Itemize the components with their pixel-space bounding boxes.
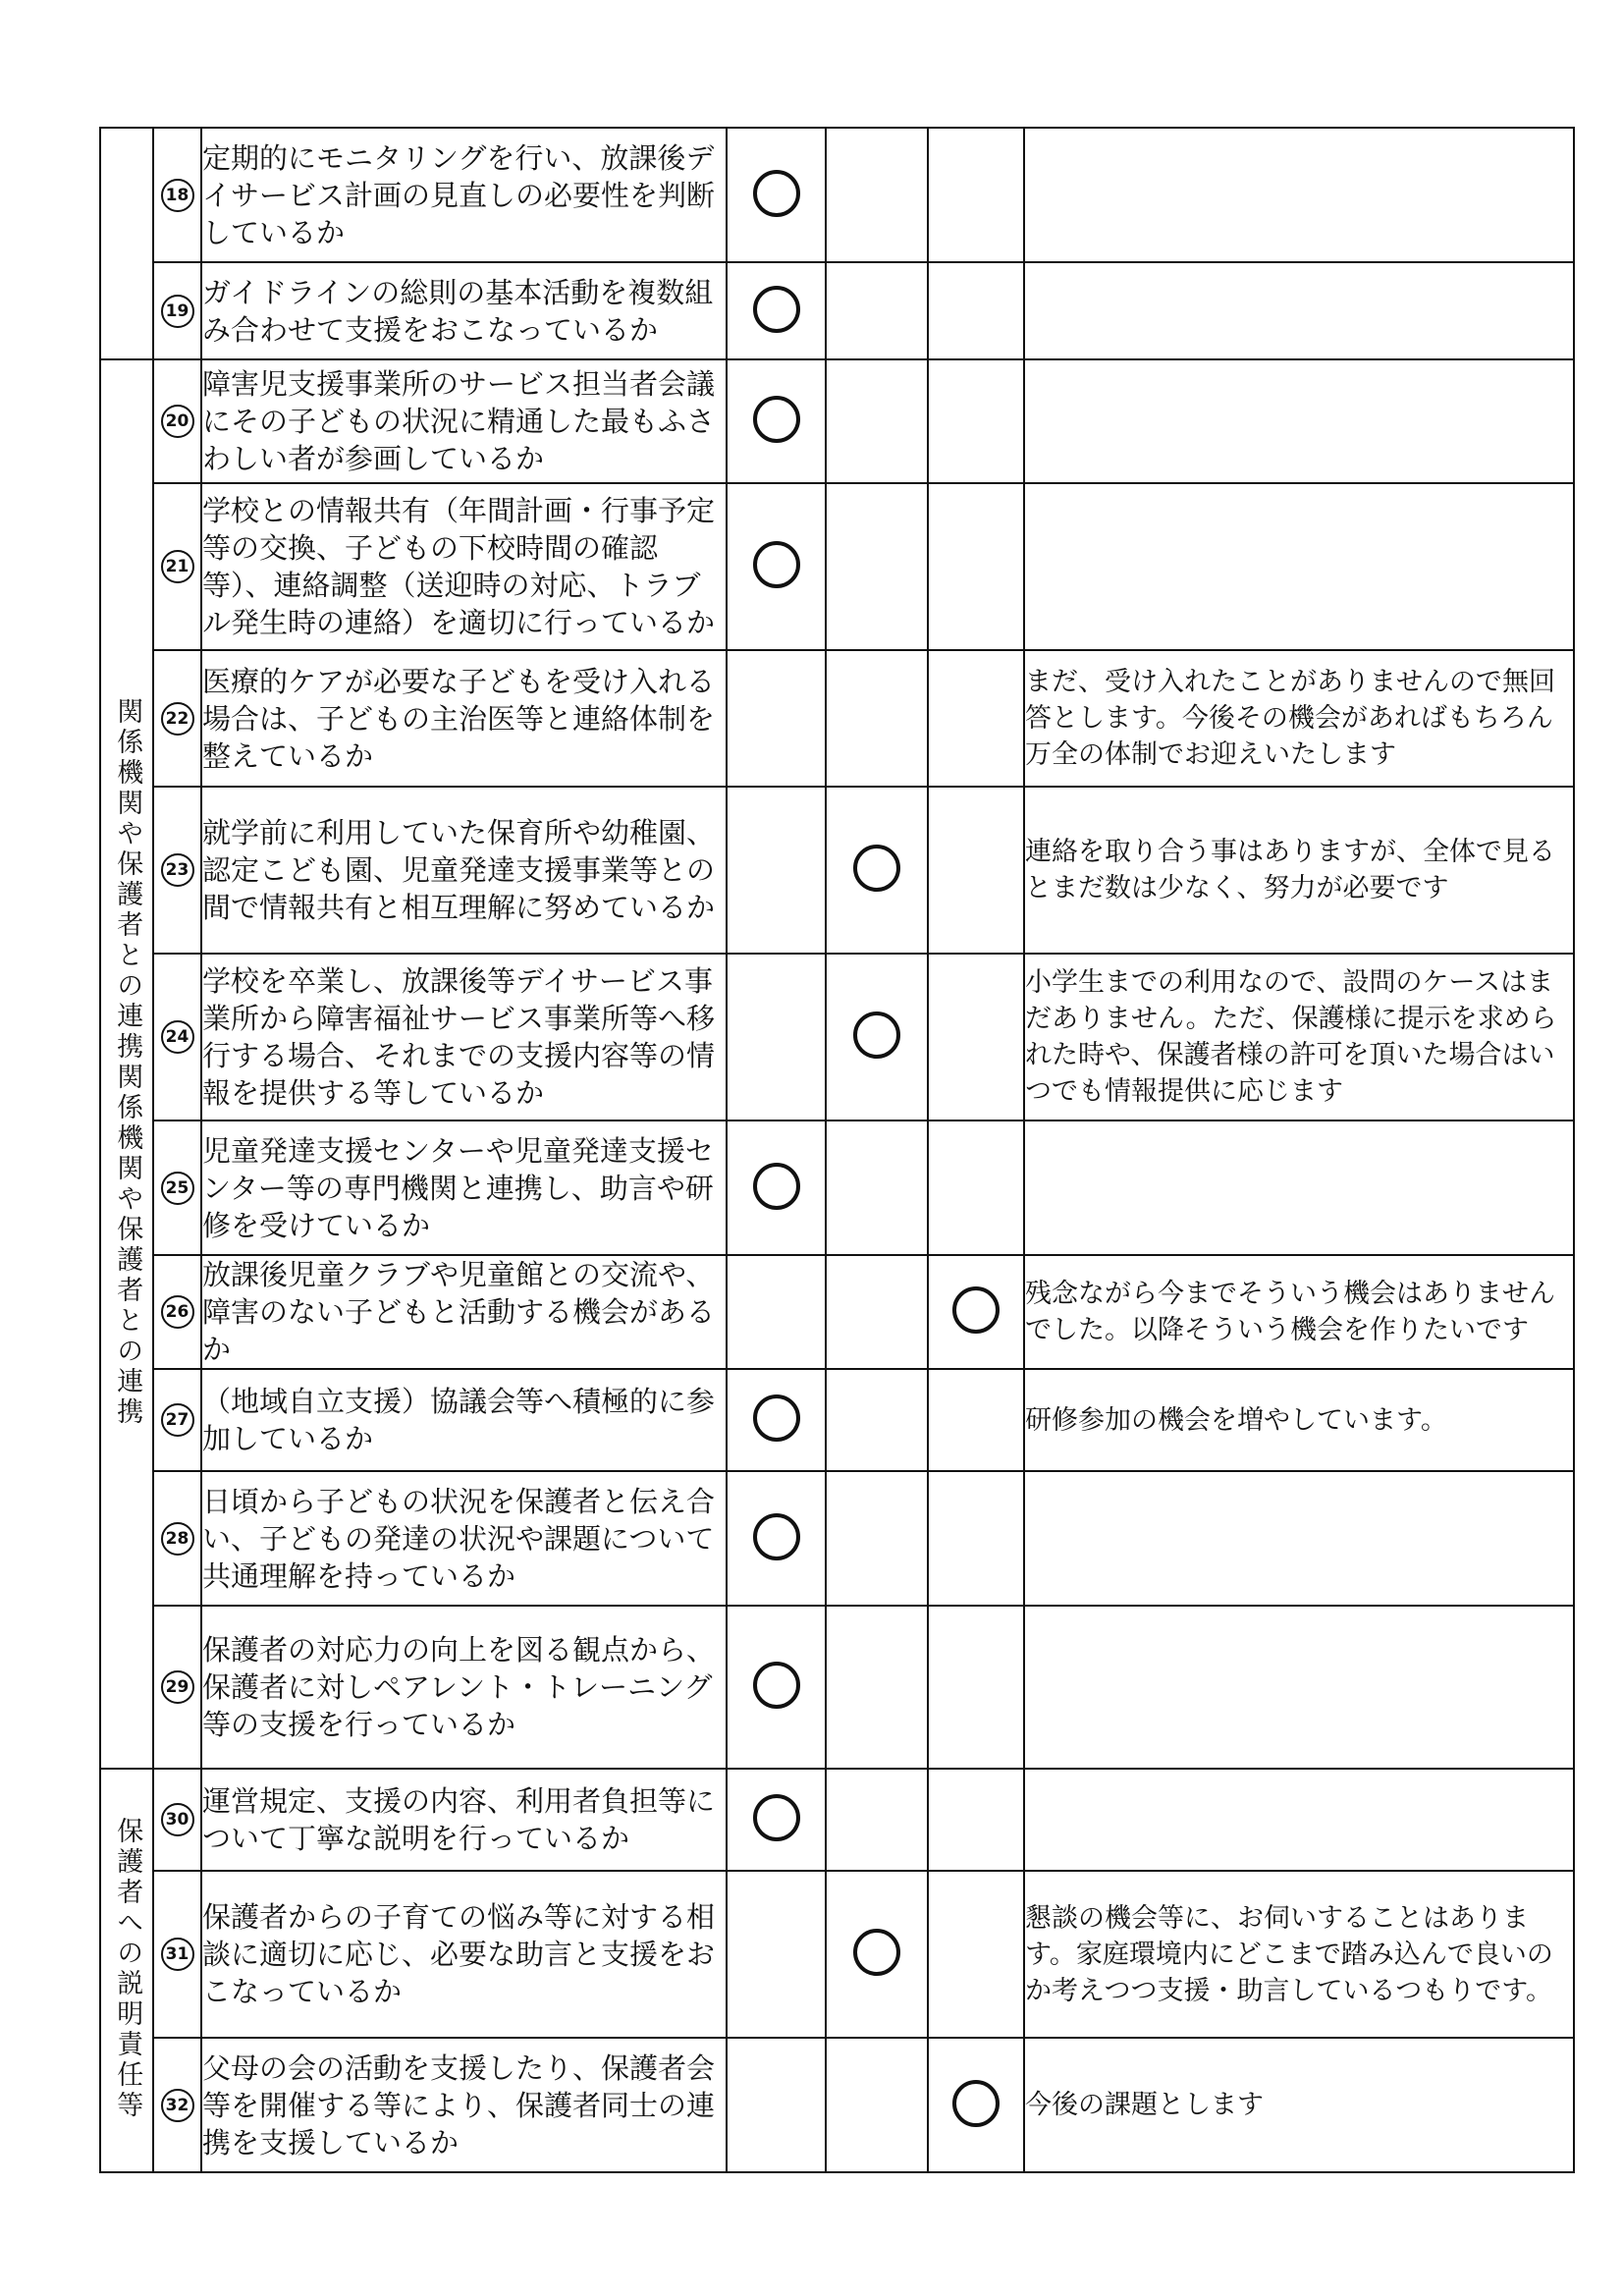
item-number: 30 xyxy=(161,1803,194,1836)
item-number: 18 xyxy=(161,179,194,212)
remark-text: 研修参加の機会を増やしています。 xyxy=(1024,1369,1574,1471)
question-text: ガイドラインの総則の基本活動を複数組み合わせて支援をおこなっているか xyxy=(201,262,727,359)
remark-text xyxy=(1024,262,1574,359)
circle-mark-icon xyxy=(753,1394,800,1442)
answer-cell-no xyxy=(928,128,1024,262)
section-label: 関係機関や保護者との連携関係機関や保護者との連携 xyxy=(112,696,143,1428)
item-number: 29 xyxy=(161,1670,194,1704)
answer-cell-yes xyxy=(727,128,826,262)
question-text: 児童発達支援センターや児童発達支援センター等の専門機関と連携し、助言や研修を受けているか xyxy=(201,1121,727,1255)
answer-cell-yes xyxy=(727,787,826,954)
remark-text xyxy=(1024,359,1574,483)
item-number: 24 xyxy=(161,1020,194,1054)
remark-text xyxy=(1024,1471,1574,1606)
item-number-cell xyxy=(153,1471,201,1606)
table-row xyxy=(100,1255,1574,1369)
answer-cell-yes xyxy=(727,483,826,650)
circle-mark-icon xyxy=(753,1163,800,1210)
answer-cell-partly xyxy=(826,1471,928,1606)
question-text: 学校を卒業し、放課後等デイサービス事業所から障害福祉サービス事業所等へ移行する場合、それまでの支援内容等の情報を提供する等しているか xyxy=(201,954,727,1121)
circle-mark-icon xyxy=(753,286,800,333)
answer-cell-partly xyxy=(826,359,928,483)
table-row xyxy=(100,1121,1574,1255)
answer-cell-yes xyxy=(727,262,826,359)
item-number-cell xyxy=(153,954,201,1121)
answer-cell-no xyxy=(928,2038,1024,2172)
table-row xyxy=(100,483,1574,650)
remark-text: 懇談の機会等に、お伺いすることはあります。家庭環境内にどこまで踏み込んで良いのか考えつつ支援・助言しているつもりです。 xyxy=(1024,1871,1574,2038)
answer-cell-partly xyxy=(826,650,928,787)
item-number-cell xyxy=(153,1121,201,1255)
question-text: 定期的にモニタリングを行い、放課後デイサービス計画の見直しの必要性を判断しているか xyxy=(201,128,727,262)
answer-cell-no xyxy=(928,1871,1024,2038)
answer-cell-yes xyxy=(727,1606,826,1769)
answer-cell-no xyxy=(928,1255,1024,1369)
answer-cell-no xyxy=(928,650,1024,787)
item-number-cell xyxy=(153,1255,201,1369)
answer-cell-yes xyxy=(727,1369,826,1471)
item-number-cell xyxy=(153,2038,201,2172)
circle-mark-icon xyxy=(853,1011,900,1059)
remark-text: 残念ながら今までそういう機会はありませんでした。以降そういう機会を作りたいです xyxy=(1024,1255,1574,1369)
item-number: 19 xyxy=(161,295,194,328)
answer-cell-partly xyxy=(826,1255,928,1369)
remark-text xyxy=(1024,1606,1574,1769)
question-text: 障害児支援事業所のサービス担当者会議にその子どもの状況に精通した最もふさわしい者が参画しているか xyxy=(201,359,727,483)
item-number-cell xyxy=(153,359,201,483)
remark-text: 小学生までの利用なので、設問のケースはまだありません。ただ、保護様に提示を求められた時や、保護者様の許可を頂いた場合はいつでも情報提供に応じます xyxy=(1024,954,1574,1121)
answer-cell-partly xyxy=(826,954,928,1121)
table-row xyxy=(100,2038,1574,2172)
remark-text: まだ、受け入れたことがありませんので無回答とします。今後その機会があればもちろん万全の体制でお迎えいたします xyxy=(1024,650,1574,787)
remark-text xyxy=(1024,128,1574,262)
circle-mark-icon xyxy=(753,1513,800,1560)
remark-text xyxy=(1024,1769,1574,1871)
question-text: 就学前に利用していた保育所や幼稚園、認定こども園、児童発達支援事業等との間で情報共有と相互理解に努めているか xyxy=(201,787,727,954)
answer-cell-partly xyxy=(826,787,928,954)
table-row xyxy=(100,1871,1574,2038)
table-row xyxy=(100,787,1574,954)
table-row xyxy=(100,650,1574,787)
circle-mark-icon xyxy=(853,845,900,892)
question-text: （地域自立支援）協議会等へ積極的に参加しているか xyxy=(201,1369,727,1471)
question-text: 放課後児童クラブや児童館との交流や、障害のない子どもと活動する機会があるか xyxy=(201,1255,727,1369)
item-number: 21 xyxy=(161,550,194,583)
answer-cell-yes xyxy=(727,359,826,483)
answer-cell-partly xyxy=(826,2038,928,2172)
answer-cell-yes xyxy=(727,1121,826,1255)
answer-cell-partly xyxy=(826,262,928,359)
section-label-cell xyxy=(100,1769,153,2172)
remark-text xyxy=(1024,1121,1574,1255)
item-number-cell xyxy=(153,1871,201,2038)
answer-cell-no xyxy=(928,787,1024,954)
answer-cell-no xyxy=(928,1769,1024,1871)
answer-cell-yes xyxy=(727,954,826,1121)
item-number: 28 xyxy=(161,1522,194,1556)
answer-cell-partly xyxy=(826,1121,928,1255)
circle-mark-icon xyxy=(853,1929,900,1976)
item-number-cell xyxy=(153,1606,201,1769)
remark-text: 連絡を取り合う事はありますが、全体で見るとまだ数は少なく、努力が必要です xyxy=(1024,787,1574,954)
question-text: 医療的ケアが必要な子どもを受け入れる場合は、子どもの主治医等と連絡体制を整えているか xyxy=(201,650,727,787)
answer-cell-yes xyxy=(727,2038,826,2172)
table-row xyxy=(100,1769,1574,1871)
table-row xyxy=(100,262,1574,359)
table-body xyxy=(100,128,1574,2172)
table-row xyxy=(100,1471,1574,1606)
answer-cell-partly xyxy=(826,1769,928,1871)
item-number-cell xyxy=(153,262,201,359)
answer-cell-no xyxy=(928,1121,1024,1255)
question-text: 学校との情報共有（年間計画・行事予定等の交換、子どもの下校時間の確認等）、連絡調整（送迎時の対応、トラブル発生時の連絡）を適切に行っているか xyxy=(201,483,727,650)
circle-mark-icon xyxy=(952,2080,1000,2127)
section-label-cell xyxy=(100,128,153,359)
answer-cell-no xyxy=(928,262,1024,359)
answer-cell-partly xyxy=(826,1606,928,1769)
answer-cell-no xyxy=(928,483,1024,650)
item-number: 31 xyxy=(161,1938,194,1971)
answer-cell-no xyxy=(928,1606,1024,1769)
answer-cell-yes xyxy=(727,650,826,787)
circle-mark-icon xyxy=(753,1794,800,1841)
question-text: 運営規定、支援の内容、利用者負担等について丁寧な説明を行っているか xyxy=(201,1769,727,1871)
answer-cell-partly xyxy=(826,1369,928,1471)
answer-cell-no xyxy=(928,1369,1024,1471)
answer-cell-yes xyxy=(727,1471,826,1606)
table-row xyxy=(100,954,1574,1121)
item-number: 22 xyxy=(161,702,194,736)
item-number-cell xyxy=(153,128,201,262)
evaluation-table xyxy=(99,127,1575,2173)
answer-cell-partly xyxy=(826,1871,928,2038)
item-number-cell xyxy=(153,1769,201,1871)
table-row xyxy=(100,1369,1574,1471)
table-row xyxy=(100,128,1574,262)
item-number: 23 xyxy=(161,853,194,887)
circle-mark-icon xyxy=(753,396,800,443)
question-text: 保護者からの子育ての悩み等に対する相談に適切に応じ、必要な助言と支援をおこなっているか xyxy=(201,1871,727,2038)
item-number: 32 xyxy=(161,2089,194,2122)
circle-mark-icon xyxy=(753,541,800,588)
answer-cell-no xyxy=(928,359,1024,483)
section-label: 保護者への説明責任等 xyxy=(112,1816,143,2121)
circle-mark-icon xyxy=(753,1662,800,1709)
remark-text: 今後の課題とします xyxy=(1024,2038,1574,2172)
item-number-cell xyxy=(153,787,201,954)
table-row xyxy=(100,359,1574,483)
answer-cell-partly xyxy=(826,483,928,650)
item-number: 27 xyxy=(161,1403,194,1437)
item-number: 20 xyxy=(161,405,194,438)
answer-cell-yes xyxy=(727,1255,826,1369)
item-number: 25 xyxy=(161,1172,194,1205)
answer-cell-no xyxy=(928,954,1024,1121)
item-number-cell xyxy=(153,483,201,650)
item-number-cell xyxy=(153,1369,201,1471)
item-number: 26 xyxy=(161,1295,194,1329)
table-row xyxy=(100,1606,1574,1769)
answer-cell-partly xyxy=(826,128,928,262)
section-label-cell xyxy=(100,359,153,1769)
question-text: 保護者の対応力の向上を図る観点から、保護者に対しペアレント・トレーニング等の支援を行っているか xyxy=(201,1606,727,1769)
circle-mark-icon xyxy=(753,170,800,217)
item-number-cell xyxy=(153,650,201,787)
remark-text xyxy=(1024,483,1574,650)
question-text: 父母の会の活動を支援したり、保護者会等を開催する等により、保護者同士の連携を支援しているか xyxy=(201,2038,727,2172)
answer-cell-yes xyxy=(727,1871,826,2038)
question-text: 日頃から子どもの状況を保護者と伝え合い、子どもの発達の状況や課題について共通理解を持っているか xyxy=(201,1471,727,1606)
answer-cell-yes xyxy=(727,1769,826,1871)
answer-cell-no xyxy=(928,1471,1024,1606)
circle-mark-icon xyxy=(952,1286,1000,1334)
